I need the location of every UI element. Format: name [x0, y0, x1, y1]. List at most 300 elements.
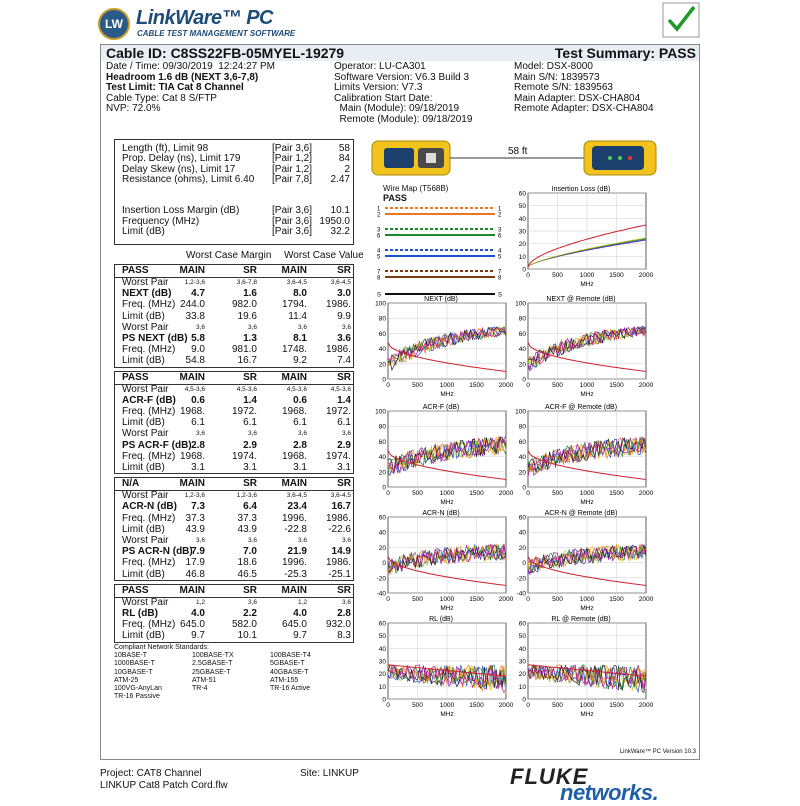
x-tick-label: 1500 [609, 382, 624, 389]
main-sn: Main S/N: 1839573 [514, 71, 600, 83]
cell-value: 582.0 [231, 619, 257, 631]
summary-pair: [Pair 1,2] [272, 153, 313, 165]
y-tick-label: 40 [518, 215, 526, 223]
wire-map-diagram [371, 184, 509, 299]
cell-value: -25.1 [328, 568, 351, 580]
datetime: Date / Time: 09/30/2019 12:24:27 PM [106, 61, 275, 72]
chart-2 [512, 294, 654, 398]
chart-title: ACR-N @ Remote (dB) [544, 510, 618, 517]
y-tick-label: 10 [518, 253, 526, 261]
cell-value: 645.0 [179, 619, 205, 631]
wire-map-title: Wire Map (T568B) [383, 184, 449, 193]
table-header-row [115, 373, 353, 384]
cell-value: 3,6-7,8 [236, 279, 257, 286]
row-label: Limit (dB) [122, 523, 165, 535]
x-tick-label: 500 [552, 596, 563, 603]
cell-value: 3,6 [341, 323, 351, 331]
cell-value: 46.5 [237, 568, 257, 580]
x-tick-label: 500 [412, 596, 423, 603]
cell-value: 9.2 [293, 355, 307, 367]
table-status: N/A [122, 478, 140, 490]
y-tick-label: 40 [378, 346, 386, 354]
column-header: MAIN [179, 265, 205, 276]
y-tick-label: 40 [518, 529, 526, 537]
cell-value: 3,6 [297, 323, 307, 331]
cell-value: 3,6 [247, 536, 257, 544]
standard-item: ATM-25 [114, 676, 139, 684]
cell-value: 3,6 [247, 598, 257, 606]
y-tick-label: 60 [518, 620, 526, 628]
standard-item: 10GBASE-T [114, 668, 153, 676]
table-row [115, 407, 353, 417]
row-label: Freq. (MHz) [122, 344, 176, 356]
x-axis-label: MHz [440, 391, 454, 398]
x-tick-label: 500 [552, 702, 563, 709]
y-tick-label: 0 [522, 560, 526, 568]
cell-value: 16.7 [237, 355, 257, 367]
cell-value: 7.9 [191, 546, 205, 558]
cell-value: 33.8 [185, 310, 205, 322]
table-row [115, 396, 353, 406]
summary-label: Prop. Delay (ns), Limit 179 [122, 153, 241, 165]
cell-value: 1974. [231, 450, 257, 462]
row-label: Freq. (MHz) [122, 619, 176, 631]
pin-label-left: 1 [377, 206, 381, 213]
cell-value: 37.3 [185, 512, 205, 524]
cell-value: 1986. [325, 344, 351, 356]
header-left [106, 62, 336, 115]
linkware-logo-subtitle: CABLE TEST MANAGEMENT SOFTWARE [137, 29, 296, 38]
summary-pair: [Pair 3,6] [272, 215, 313, 227]
cell-value: 5.8 [191, 333, 205, 344]
chart-svg [372, 402, 514, 506]
summary-box [114, 139, 354, 245]
x-tick-label: 1000 [439, 596, 455, 603]
calibration-remote: Remote (Module): 09/18/2019 [334, 113, 473, 125]
y-tick-label: 20 [518, 544, 526, 552]
row-label: Worst Pair [122, 490, 169, 502]
cell-value: 3,6-4,5 [330, 279, 351, 286]
x-tick-label: 1500 [469, 490, 484, 497]
row-label: Freq. (MHz) [122, 512, 176, 524]
cell-value: 1.3 [243, 333, 257, 344]
x-tick-label: 0 [526, 490, 530, 497]
x-tick-label: 1500 [469, 596, 484, 603]
pin-label-left: 4 [377, 248, 381, 255]
row-label: RL (dB) [122, 607, 158, 619]
y-tick-label: 80 [378, 423, 386, 431]
pass-check-icon [662, 2, 700, 38]
cell-value: 3.1 [191, 461, 205, 473]
cell-value: -22.6 [328, 523, 351, 535]
chart-title: Insertion Loss (dB) [551, 186, 611, 193]
summary-pair: [Pair 3,6] [272, 205, 313, 217]
summary-label: Length (ft), Limit 98 [122, 143, 209, 154]
summary-value: 1950.0 [319, 215, 350, 227]
y-tick-label: 20 [378, 544, 386, 552]
x-tick-label: 1000 [579, 272, 595, 279]
cell-value: 1996. [281, 512, 307, 524]
table-row [115, 536, 353, 546]
cell-value: 9.7 [293, 630, 307, 642]
chart-title: NEXT (dB) [424, 296, 458, 303]
table-row [115, 429, 353, 439]
x-tick-label: 2000 [498, 382, 514, 389]
cell-value: 3,6 [247, 430, 257, 438]
test-summary: Test Summary: PASS [554, 45, 696, 61]
linkware-logo-icon: LW [98, 8, 130, 40]
column-header: MAIN [281, 478, 307, 490]
row-label: Freq. (MHz) [122, 450, 176, 462]
x-axis-label: MHz [580, 499, 594, 506]
main-tester-screen-icon [384, 148, 414, 168]
x-tick-label: 1500 [469, 382, 484, 389]
table-row [115, 547, 353, 557]
y-tick-label: 60 [518, 190, 526, 198]
row-label: NEXT (dB) [122, 288, 172, 300]
table-row [115, 463, 353, 473]
table-row [115, 418, 353, 428]
y-tick-label: 40 [518, 645, 526, 653]
summary-value: 2 [344, 163, 350, 175]
x-tick-label: 0 [386, 596, 390, 603]
table-row [115, 323, 353, 333]
shield-label-right: S [498, 292, 503, 299]
x-tick-label: 1000 [439, 490, 455, 497]
software-version: Software Version: V6.3 Build 3 [334, 71, 470, 83]
x-tick-label: 2000 [638, 702, 654, 709]
row-label: PS NEXT (dB) [122, 333, 188, 344]
cell-value: 3,6 [247, 323, 257, 331]
chart-svg [372, 508, 514, 612]
y-tick-label: 40 [518, 346, 526, 354]
standard-item: 100VG-AnyLan [114, 685, 162, 692]
summary-pair: [Pair 3,6] [272, 226, 313, 238]
header-right [514, 62, 698, 115]
shield-label-left: S [377, 292, 382, 299]
standard-item: 10BASE-T [114, 652, 148, 660]
y-tick-label: 100 [515, 408, 526, 416]
row-label: PS ACR-F (dB) [122, 439, 192, 451]
cell-value: 7.4 [337, 355, 351, 367]
y-tick-label: 10 [518, 683, 526, 691]
cell-value: 2.9 [337, 439, 351, 451]
cell-value: 3.1 [337, 461, 351, 473]
worst-case-margin-header: Worst Case Margin [186, 250, 272, 261]
cell-value: 244.0 [179, 299, 205, 311]
chart-5 [372, 508, 514, 612]
y-tick-label: 60 [518, 330, 526, 338]
cell-value: 3.1 [243, 461, 257, 473]
x-tick-label: 0 [386, 490, 390, 497]
cell-value: 9.7 [191, 630, 205, 642]
headroom: Headroom 1.6 dB (NEXT 3,6-7,8) [106, 71, 259, 83]
x-tick-label: 2000 [498, 702, 514, 709]
column-header: MAIN [281, 584, 307, 596]
chart-title: RL @ Remote (dB) [551, 616, 611, 623]
cell-value: 3,6 [297, 430, 307, 438]
cell-value: 9.0 [191, 344, 205, 356]
cell-value: 3.0 [337, 288, 351, 300]
table-row [115, 441, 353, 451]
y-tick-label: 20 [518, 469, 526, 477]
y-tick-label: 20 [518, 671, 526, 679]
table-row [115, 300, 353, 310]
summary-pair: [Pair 3,6] [272, 143, 313, 154]
cell-value: 4.0 [191, 607, 205, 619]
cell-value: 1968. [179, 450, 205, 462]
x-tick-label: 1500 [609, 490, 624, 497]
x-tick-label: 2000 [498, 490, 514, 497]
row-label: Worst Pair [122, 383, 169, 395]
x-tick-label: 500 [412, 382, 423, 389]
y-tick-label: 50 [518, 203, 526, 211]
cell-value: 3,6 [297, 536, 307, 544]
y-tick-label: 40 [378, 529, 386, 537]
y-tick-label: -20 [516, 575, 526, 583]
y-tick-label: 100 [375, 408, 386, 416]
cell-value: 1968. [281, 450, 307, 462]
standard-item: 40GBASE-T [270, 668, 309, 676]
calibration-label: Calibration Start Date: [334, 92, 433, 104]
cell-value: 4,5-3,6 [286, 385, 307, 393]
chart-title: ACR-F @ Remote (dB) [544, 404, 618, 411]
pin-label-left: 7 [377, 269, 381, 276]
cell-value: 46.8 [185, 568, 205, 580]
cell-value: 19.6 [237, 310, 257, 322]
pin-label-right: 6 [498, 233, 502, 240]
summary-row [122, 227, 350, 237]
results-table [114, 477, 354, 581]
cell-value: 54.8 [185, 355, 205, 367]
x-axis-label: MHz [580, 711, 594, 718]
table-row [115, 598, 353, 608]
x-tick-label: 500 [552, 490, 563, 497]
x-axis-label: MHz [580, 605, 594, 612]
column-header: SR [337, 478, 351, 490]
standard-item: 1000BASE-T [114, 660, 155, 668]
y-tick-label: 0 [382, 376, 386, 384]
table-status: PASS [122, 371, 149, 383]
y-tick-label: 30 [518, 228, 526, 236]
column-header: MAIN [281, 371, 307, 383]
chart-7 [372, 614, 514, 718]
project: Project: CAT8 Channel [100, 768, 202, 779]
chart-4 [512, 402, 654, 506]
row-label: Limit (dB) [122, 461, 165, 473]
column-header: SR [243, 584, 257, 596]
y-tick-label: 60 [378, 514, 386, 522]
chart-title: RL (dB) [429, 616, 453, 623]
standard-item: 5GBASE-T [270, 660, 305, 668]
row-label: Worst Pair [122, 428, 169, 440]
x-tick-label: 0 [526, 702, 530, 709]
cell-value: 4,5-3,6 [184, 385, 205, 393]
y-tick-label: 60 [378, 438, 386, 446]
cell-value: 1972. [325, 405, 351, 417]
cell-value: 0.6 [191, 394, 205, 406]
table-status: PASS [122, 584, 149, 596]
row-label: PS ACR-N (dB) [122, 546, 193, 558]
y-tick-label: 30 [518, 658, 526, 666]
row-label: Freq. (MHz) [122, 405, 176, 417]
test-limit: Test Limit: TIA Cat 8 Channel [106, 82, 244, 94]
x-axis-label: MHz [440, 499, 454, 506]
pin-label-left: 5 [377, 254, 381, 261]
chart-title: ACR-N (dB) [422, 510, 460, 517]
wire-map [371, 184, 509, 299]
table-row [115, 631, 353, 641]
chart-svg [512, 402, 654, 506]
table-row [115, 570, 353, 580]
cell-value: 3,6 [341, 430, 351, 438]
cell-value: 3,6-4,5 [330, 492, 351, 500]
standard-item: TR-16 Passive [114, 693, 160, 701]
table-row [115, 514, 353, 524]
cell-value: 1986. [325, 299, 351, 311]
pin-label-left: 2 [377, 212, 381, 219]
cell-value: 17.9 [185, 557, 205, 569]
row-label: ACR-N (dB) [122, 501, 177, 513]
y-tick-label: 0 [522, 266, 526, 274]
row-label: Limit (dB) [122, 568, 165, 580]
x-tick-label: 1500 [469, 702, 484, 709]
table-header-row [115, 586, 353, 597]
table-row [115, 345, 353, 355]
y-tick-label: 50 [518, 633, 526, 641]
cell-value: 10.1 [237, 630, 257, 642]
summary-value: 58 [338, 143, 350, 154]
cell-value: 7.3 [191, 501, 205, 513]
column-header: MAIN [179, 478, 205, 490]
cell-value: 1986. [325, 557, 351, 569]
cell-value: 37.3 [237, 512, 257, 524]
y-tick-label: 40 [378, 454, 386, 462]
pin-label-right: 7 [498, 269, 502, 276]
column-header: SR [337, 371, 351, 383]
y-tick-label: 50 [378, 633, 386, 641]
cell-value: 3,6-4,5 [286, 492, 307, 500]
summary-pair: [Pair 1,2] [272, 163, 313, 175]
cell-value: 3,6 [341, 598, 351, 606]
cell-value: 1,2-3,6 [184, 492, 205, 500]
main-adapter: Main Adapter: DSX-CHA804 [514, 92, 641, 104]
x-tick-label: 0 [386, 702, 390, 709]
cell-value: -22.8 [284, 523, 307, 535]
x-tick-label: 0 [526, 596, 530, 603]
row-label: Freq. (MHz) [122, 299, 176, 311]
cell-value: 18.6 [237, 557, 257, 569]
cell-value: 0.6 [293, 394, 307, 406]
table-row [115, 452, 353, 462]
column-header: SR [243, 265, 257, 276]
x-axis-label: MHz [440, 711, 454, 718]
cell-value: 3,6-4,5 [286, 279, 307, 286]
cell-value: 3,6 [195, 536, 205, 544]
cell-value: 4.7 [191, 288, 205, 300]
cable-type: Cable Type: Cat 8 S/FTP [106, 92, 217, 104]
cell-value: 1.4 [243, 394, 257, 406]
chart-0 [512, 184, 654, 288]
x-tick-label: 1500 [609, 702, 624, 709]
y-tick-label: 80 [378, 315, 386, 323]
table-row [115, 502, 353, 512]
cell-value: 3,6 [195, 323, 205, 331]
row-label: Worst Pair [122, 534, 169, 546]
project-file: LINKUP Cat8 Patch Cord.flw [100, 780, 228, 791]
operator: Operator: LU-CA301 [334, 61, 426, 72]
wire-map-status: PASS [383, 193, 407, 203]
cell-value: 6.1 [243, 417, 257, 429]
y-tick-label: 60 [378, 620, 386, 628]
cell-value: 1996. [281, 557, 307, 569]
cell-value: 2.8 [337, 607, 351, 619]
cell-value: 1968. [281, 405, 307, 417]
x-axis-label: MHz [580, 281, 594, 288]
cell-value: 3.6 [337, 333, 351, 344]
cell-value: 8.0 [293, 288, 307, 300]
pin-label-right: 8 [498, 275, 502, 282]
chart-title: NEXT @ Remote (dB) [546, 296, 616, 303]
row-label: Limit (dB) [122, 310, 165, 322]
y-tick-label: 40 [378, 645, 386, 653]
y-tick-label: 20 [378, 469, 386, 477]
y-tick-label: 0 [522, 696, 526, 704]
x-tick-label: 0 [526, 272, 530, 279]
y-tick-label: 0 [522, 376, 526, 384]
summary-label: Insertion Loss Margin (dB) [122, 205, 240, 217]
pin-label-right: 1 [498, 206, 502, 213]
limits-version: Limits Version: V7.3 [334, 82, 423, 94]
table-row [115, 278, 353, 288]
cell-value: 4.0 [293, 607, 307, 619]
y-tick-label: 0 [382, 560, 386, 568]
summary-value: 10.1 [330, 205, 350, 217]
row-label: Worst Pair [122, 596, 169, 608]
y-tick-label: 20 [378, 671, 386, 679]
column-header: MAIN [179, 371, 205, 383]
column-header: MAIN [281, 265, 307, 276]
pin-label-right: 5 [498, 254, 502, 261]
cell-value: 1.4 [337, 394, 351, 406]
cell-value: 43.9 [237, 523, 257, 535]
row-label: Worst Pair [122, 321, 169, 333]
link-length: 58 ft [508, 146, 528, 157]
x-tick-label: 0 [526, 382, 530, 389]
cell-value: 7.0 [243, 546, 257, 558]
cell-value: 14.9 [331, 546, 351, 558]
chart-6 [512, 508, 654, 612]
summary-row [122, 186, 350, 196]
model: Model: DSX-8000 [514, 61, 593, 72]
chart-svg [372, 614, 514, 718]
summary-label: Delay Skew (ns), Limit 17 [122, 163, 236, 175]
chart-3 [372, 402, 514, 506]
standard-item: ATM-51 [192, 676, 217, 684]
table-row [115, 609, 353, 619]
y-tick-label: 20 [518, 241, 526, 249]
pin-label-right: 2 [498, 212, 502, 219]
cell-value: 1,2 [297, 598, 307, 606]
row-label: Limit (dB) [122, 630, 165, 642]
summary-row [122, 175, 350, 185]
calibration-main: Main (Module): 09/18/2019 [334, 103, 460, 115]
site: Site: LINKUP [300, 768, 359, 779]
y-tick-label: 100 [375, 300, 386, 308]
x-tick-label: 2000 [498, 596, 514, 603]
table-row [115, 491, 353, 501]
cell-value: 1,2-3,6 [236, 492, 257, 500]
